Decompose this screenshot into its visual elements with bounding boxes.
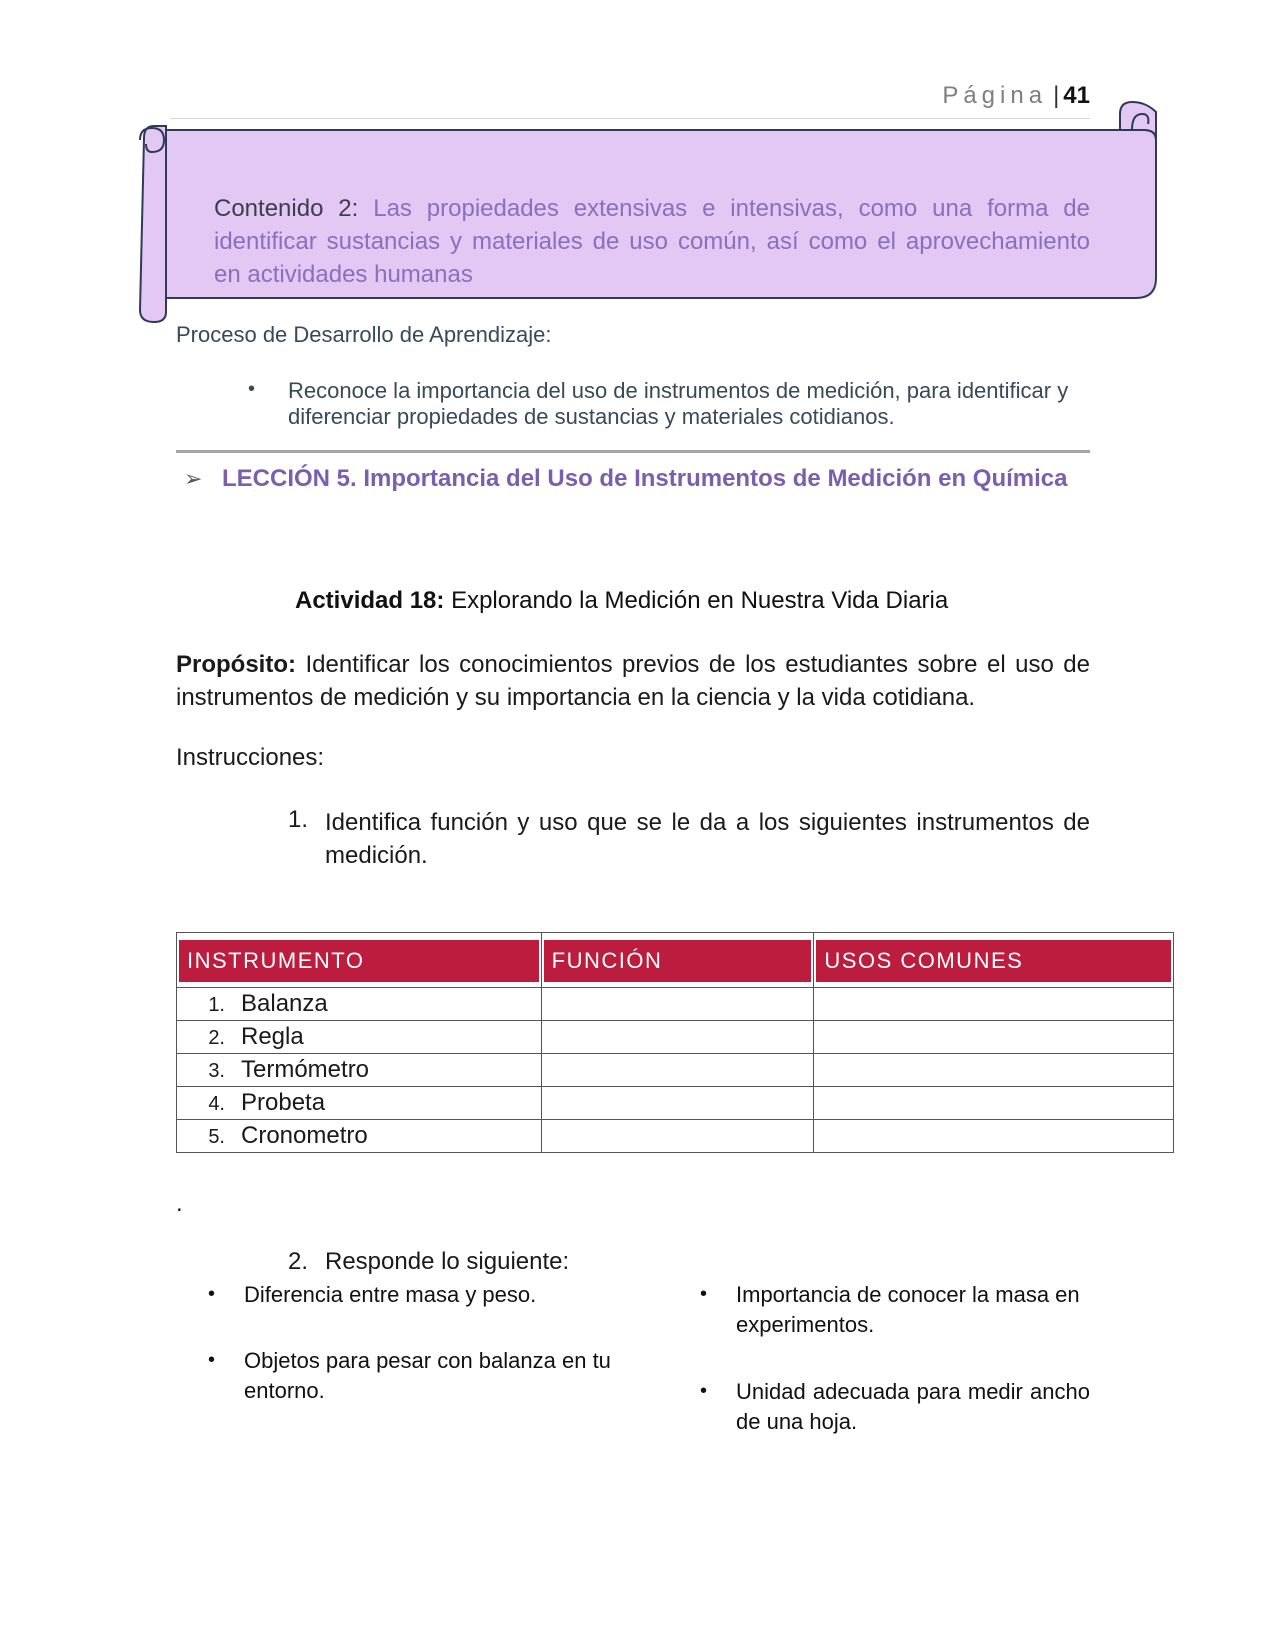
learning-process-bullet: Reconoce la importancia del uso de instrumentos de medición, para identificar y diferenciar propiedades de sustancias y materiales cotidianos. [288, 378, 1069, 429]
table-row [177, 1021, 1174, 1054]
step2-number: 2. [288, 1248, 309, 1275]
stray-dot: . [176, 1190, 183, 1217]
content-text: Las propiedades extensivas e intensivas, como una forma de identificar sustancias y materiales de uso común, así como el aprovechamiento en actividades humanas [214, 195, 1091, 288]
learning-process-label: Proceso de Desarrollo de Aprendizaje: [176, 322, 552, 347]
content-banner-text [214, 192, 1090, 291]
bullet-dot: • [208, 1349, 216, 1371]
activity-title: Explorando la Medición en Nuestra Vida Diaria [451, 587, 949, 614]
question-item: Unidad adecuada para medir ancho de una hoja. [736, 1379, 1090, 1434]
arrow-bullet-icon: ➢ [184, 466, 203, 491]
usos-cell[interactable] [814, 988, 1174, 1021]
bullet-dot: • [208, 1283, 216, 1305]
question-item: Diferencia entre masa y peso. [244, 1282, 537, 1307]
table-header-row [177, 933, 1174, 988]
purpose-label: Propósito: [176, 651, 296, 678]
purpose-text: Identificar los conocimientos previos de los estudiantes sobre el uso de instrumentos de medición y su importancia en la ciencia y la vida cotidiana. [176, 651, 1091, 711]
instructions-label: Instrucciones: [176, 744, 325, 771]
funcion-cell[interactable] [541, 1054, 814, 1087]
section-divider [176, 450, 1090, 453]
page-word: Página [942, 82, 1048, 109]
step1-text: Identifica función y uso que se le da a los siguientes instrumentos de medición. [325, 809, 1090, 869]
instrument-cell: 4. Probeta [177, 1087, 542, 1120]
instrument-cell: 3. Termómetro [177, 1054, 542, 1087]
usos-cell[interactable] [814, 1054, 1174, 1087]
table-row [177, 988, 1174, 1021]
page-number: 41 [1063, 82, 1090, 109]
instrument-cell: 1. Balanza [177, 988, 542, 1021]
bullet-dot: • [700, 1283, 708, 1305]
table-row [177, 1054, 1174, 1087]
funcion-cell[interactable] [541, 988, 814, 1021]
funcion-cell[interactable] [541, 1120, 814, 1153]
header-funcion: FUNCIÓN [541, 933, 814, 988]
bullet-dot: • [248, 378, 256, 400]
activity-heading [295, 587, 948, 615]
question-item: Importancia de conocer la masa en experimentos. [736, 1282, 1080, 1337]
activity-label: Actividad 18: [295, 587, 445, 614]
step2-text: Responde lo siguiente: [325, 1248, 570, 1275]
bullet-dot: • [700, 1380, 708, 1402]
instrument-cell: 2. Regla [177, 1021, 542, 1054]
instrument-cell: 5. Cronometro [177, 1120, 542, 1153]
usos-cell[interactable] [814, 1087, 1174, 1120]
header-instrumento: INSTRUMENTO [177, 933, 542, 988]
content-label: Contenido 2: [214, 195, 359, 222]
table-row [177, 1120, 1174, 1153]
funcion-cell[interactable] [541, 1087, 814, 1120]
table-row [177, 1087, 1174, 1120]
step1-number: 1. [288, 806, 309, 833]
lesson-title: LECCIÓN 5. Importancia del Uso de Instrumentos de Medición en Química [222, 465, 1068, 492]
question-item: Objetos para pesar con balanza en tu entorno. [244, 1348, 611, 1403]
usos-cell[interactable] [814, 1021, 1174, 1054]
header-usos-comunes: USOS COMUNES [814, 933, 1174, 988]
purpose-paragraph [176, 648, 1090, 714]
usos-cell[interactable] [814, 1120, 1174, 1153]
funcion-cell[interactable] [541, 1021, 814, 1054]
instruments-table [176, 932, 1174, 1153]
page-separator: | [1053, 82, 1060, 109]
